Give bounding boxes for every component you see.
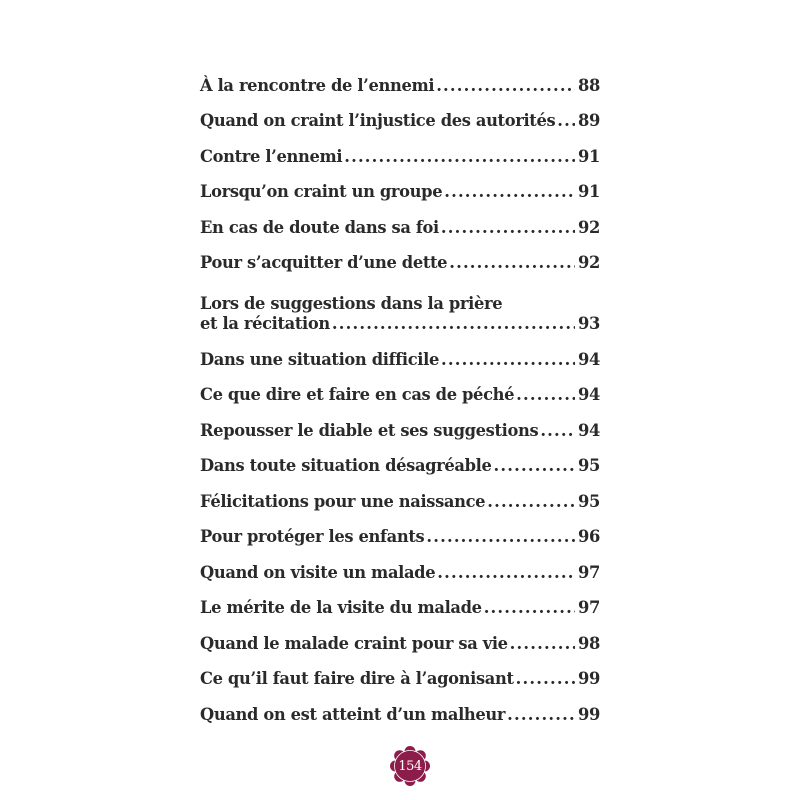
toc-entry-title: Ce qu’il faut faire dire à l’agonisant bbox=[200, 669, 514, 688]
toc-entry bbox=[200, 618, 600, 654]
toc-entry-title: Pour s’acquitter d’une dette bbox=[200, 253, 448, 272]
toc-leader-dots bbox=[437, 563, 575, 583]
toc-entry-line2 bbox=[200, 314, 600, 334]
toc-entry-page: 93 bbox=[578, 314, 600, 333]
toc-entry bbox=[200, 583, 600, 619]
toc-entry-title: Quand on visite un malade bbox=[200, 562, 436, 582]
toc-entry-page: 89 bbox=[578, 111, 600, 130]
toc-entry bbox=[200, 654, 600, 690]
toc-entry-title: Repousser le diable et ses suggestions bbox=[200, 420, 539, 440]
toc-entry-title: Félicitations pour une naissance bbox=[200, 491, 486, 511]
toc-entry bbox=[200, 238, 600, 274]
toc-entry-page: 98 bbox=[578, 633, 600, 653]
toc-entry bbox=[200, 370, 600, 406]
toc-leader-dots bbox=[510, 634, 575, 654]
toc-leader-dots bbox=[441, 350, 575, 370]
toc-leader-dots bbox=[332, 314, 575, 334]
toc-entry-title-line1: Lors de suggestions dans la prière bbox=[200, 294, 503, 313]
toc-entry-title: Lorsqu’on craint un groupe bbox=[200, 182, 443, 201]
toc-entry-title-line2: et la récitation bbox=[200, 314, 330, 333]
toc-entry bbox=[200, 476, 600, 512]
toc-leader-dots bbox=[487, 492, 575, 512]
toc-leader-dots bbox=[516, 669, 575, 689]
toc-leader-dots bbox=[484, 598, 575, 618]
toc-entry-title: Quand on est atteint d’un malheur bbox=[200, 704, 506, 724]
toc-entry-page: 94 bbox=[578, 349, 600, 369]
toc-entry bbox=[200, 512, 600, 548]
toc-entry-title: Pour protéger les enfants bbox=[200, 527, 425, 546]
toc-entry bbox=[200, 441, 600, 477]
toc-entry bbox=[200, 689, 600, 725]
toc-entry-page: 95 bbox=[578, 456, 600, 475]
toc-entry-page: 88 bbox=[578, 75, 600, 95]
toc-leader-dots bbox=[344, 147, 575, 167]
toc-leader-dots bbox=[444, 182, 575, 202]
table-of-contents bbox=[200, 60, 600, 725]
toc-entry bbox=[200, 60, 600, 96]
toc-entry-title: Ce que dire et faire en cas de péché bbox=[200, 385, 515, 404]
toc-entry-page: 97 bbox=[578, 562, 600, 582]
toc-entry-page: 94 bbox=[578, 385, 600, 404]
toc-entry-page: 91 bbox=[578, 146, 600, 166]
toc-entry-title: À la rencontre de l’ennemi bbox=[200, 75, 435, 95]
toc-entry-page: 99 bbox=[578, 669, 600, 688]
toc-entry-title: Dans une situation difficile bbox=[200, 349, 439, 369]
toc-entry-title: Dans toute situation désagréable bbox=[200, 456, 492, 475]
toc-entry bbox=[200, 405, 600, 441]
toc-entry-page: 95 bbox=[578, 491, 600, 511]
toc-leader-dots bbox=[449, 253, 575, 273]
toc-entry-title: En cas de doute dans sa foi bbox=[200, 217, 439, 237]
toc-entry-page: 99 bbox=[578, 704, 600, 724]
toc-leader-dots bbox=[557, 111, 575, 131]
toc-leader-dots bbox=[436, 76, 575, 96]
toc-leader-dots bbox=[441, 218, 575, 238]
toc-leader-dots bbox=[494, 456, 576, 476]
toc-entry-page: 97 bbox=[578, 598, 600, 617]
toc-entry-page: 92 bbox=[578, 217, 600, 237]
toc-entry bbox=[200, 96, 600, 132]
toc-entry-page: 96 bbox=[578, 527, 600, 546]
toc-entry bbox=[200, 202, 600, 238]
toc-entry-page: 94 bbox=[578, 420, 600, 440]
toc-entry bbox=[200, 167, 600, 203]
page-number: 154 bbox=[398, 758, 422, 774]
toc-leader-dots bbox=[426, 527, 575, 547]
toc-entry-title: Quand on craint l’injustice des autorités bbox=[200, 111, 556, 130]
toc-entry-title: Quand le malade craint pour sa vie bbox=[200, 633, 508, 653]
toc-leader-dots bbox=[540, 421, 575, 441]
toc-entry-page: 92 bbox=[578, 253, 600, 272]
toc-entry-page: 91 bbox=[578, 182, 600, 201]
toc-entry-title: Contre l’ennemi bbox=[200, 146, 343, 166]
toc-entry bbox=[200, 273, 600, 334]
toc-leader-dots bbox=[507, 705, 575, 725]
toc-entry bbox=[200, 547, 600, 583]
page-number-ornament bbox=[387, 743, 433, 789]
toc-entry bbox=[200, 131, 600, 167]
toc-entry-title: Le mérite de la visite du malade bbox=[200, 598, 482, 617]
toc-entry bbox=[200, 334, 600, 370]
toc-leader-dots bbox=[516, 385, 575, 405]
